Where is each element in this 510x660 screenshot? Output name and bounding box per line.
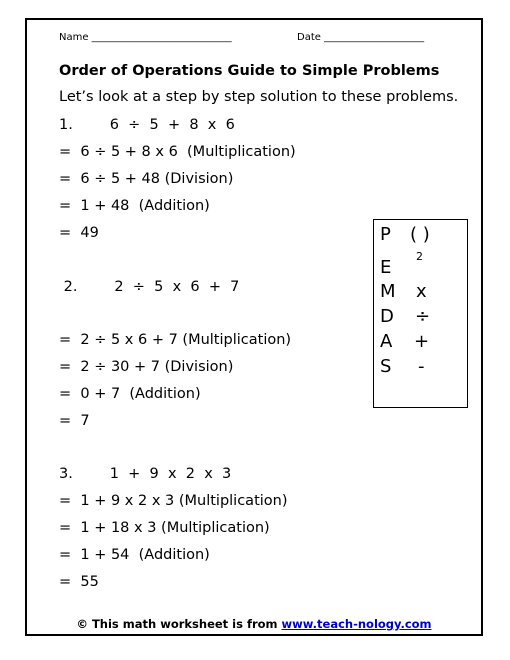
- pemdas-letter-s: S: [380, 356, 392, 377]
- multiply-symbol: x: [416, 281, 427, 302]
- problem-3-step: = 1 + 9 x 2 x 3 (Multiplication): [59, 493, 288, 509]
- problem-3-step: = 1 + 18 x 3 (Multiplication): [59, 520, 270, 536]
- add-symbol: +: [414, 331, 430, 352]
- problem-2-answer: = 7: [59, 413, 90, 429]
- footer: [27, 617, 481, 631]
- worksheet: [25, 18, 483, 636]
- subtract-symbol: -: [418, 356, 425, 377]
- problem-1-step: = 1 + 48 (Addition): [59, 198, 210, 214]
- name-field: Name ____________________________: [59, 32, 232, 43]
- pemdas-letter-d: D: [380, 306, 394, 327]
- problem-3-step: = 1 + 54 (Addition): [59, 547, 210, 563]
- pemdas-letter-a: A: [380, 331, 393, 352]
- problem-1-prompt: 1. 6 ÷ 5 + 8 x 6: [59, 117, 235, 133]
- page-title: Order of Operations Guide to Simple Problems: [59, 63, 440, 79]
- problem-2-prompt: 2. 2 ÷ 5 x 6 + 7: [59, 279, 240, 295]
- problem-1-step: = 6 ÷ 5 + 48 (Division): [59, 171, 234, 187]
- problem-2-step: = 0 + 7 (Addition): [59, 386, 201, 402]
- problem-2-step: = 2 ÷ 30 + 7 (Division): [59, 359, 234, 375]
- footer-text: © This math worksheet is from: [76, 617, 282, 631]
- problem-1-answer: = 49: [59, 225, 99, 241]
- exponent-symbol: 2: [416, 250, 423, 263]
- date-field: Date ____________________: [297, 32, 425, 43]
- problem-3-prompt: 3. 1 + 9 x 2 x 3: [59, 466, 232, 482]
- parentheses-symbol: ( ): [410, 224, 430, 245]
- problem-2-step: = 2 ÷ 5 x 6 + 7 (Multiplication): [59, 332, 292, 348]
- divide-symbol: ÷: [415, 306, 431, 327]
- pemdas-letter-e: E: [380, 257, 392, 278]
- pemdas-letter-m: M: [380, 281, 396, 302]
- footer-link[interactable]: www.teach-nology.com: [281, 617, 432, 631]
- pemdas-box: [373, 219, 468, 408]
- problem-1-step: = 6 ÷ 5 + 8 x 6 (Multiplication): [59, 144, 296, 160]
- intro-text: Let’s look at a step by step solution to these problems.: [59, 89, 459, 105]
- problem-3-answer: = 55: [59, 574, 99, 590]
- pemdas-letter-p: P: [380, 224, 391, 245]
